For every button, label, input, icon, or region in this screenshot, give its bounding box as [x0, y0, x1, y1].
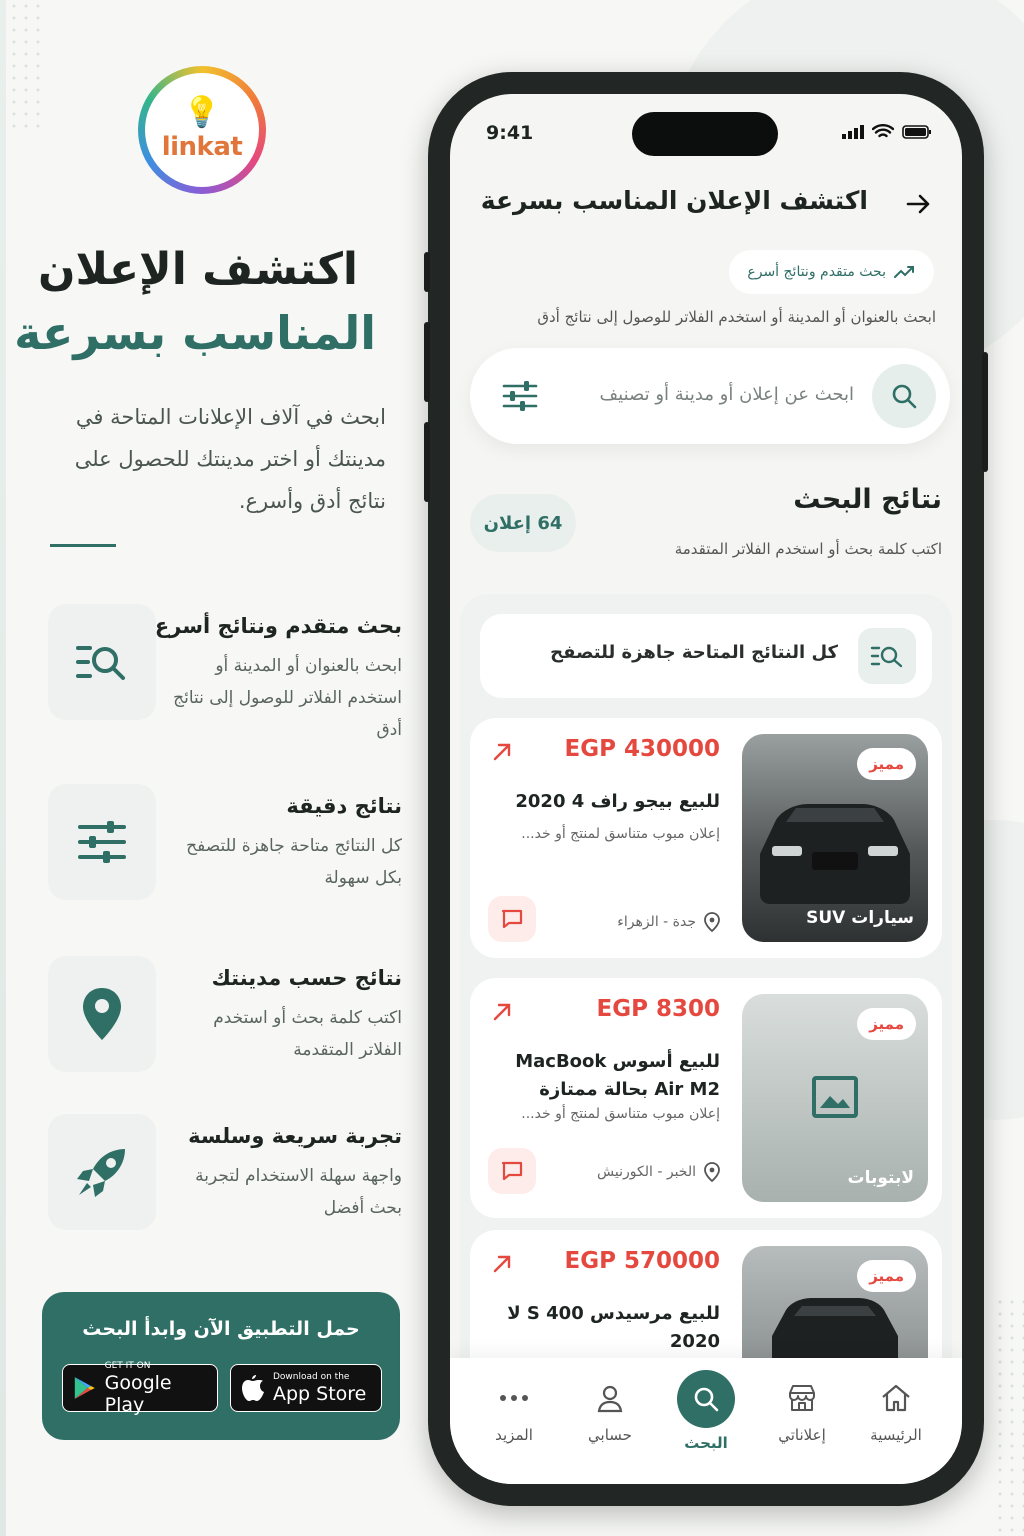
hero-title-line1: اكتشف الإعلان: [38, 244, 358, 295]
phone-button: [424, 422, 430, 502]
feature-desc: اكتب كلمة بحث أو استخدم الفلاتر المتقدمة: [213, 1008, 402, 1060]
search-input[interactable]: ابحث عن إعلان أو مدينة أو تصنيف: [599, 384, 854, 405]
brand-logo: [138, 66, 266, 194]
tab-home[interactable]: [850, 1378, 942, 1444]
feature-desc: ابحث بالعنوان أو المدينة أو استخدم الفلاتر للوصول إلى نتائج أدق: [173, 656, 402, 740]
signal-icon: [842, 125, 864, 139]
feature-accurate-results: [48, 784, 408, 904]
listing-image: [742, 994, 928, 1202]
listing-description: إعلان مبوب متناسق لمنتج أو خد...: [521, 1106, 720, 1122]
google-play-small: GET IT ON: [104, 1360, 151, 1371]
search-icon: [890, 382, 918, 410]
dynamic-island: [632, 112, 778, 156]
download-title: حمل التطبيق الآن وابدأ البحث: [82, 1318, 360, 1340]
results-info-text: كل النتائج المتاحة جاهزة للتصفح: [550, 642, 838, 663]
chat-icon: [500, 1160, 524, 1182]
download-panel: [42, 1292, 400, 1440]
google-play-label: Google Play: [104, 1371, 172, 1416]
open-listing-icon[interactable]: [490, 1252, 514, 1276]
search-bar[interactable]: [470, 348, 950, 444]
chat-button[interactable]: [488, 896, 536, 942]
listing-card[interactable]: [470, 978, 942, 1218]
search-list-icon: [48, 604, 156, 720]
search-helper-text: ابحث بالعنوان أو المدينة أو استخدم الفلاتر للوصول إلى نتائج أدق: [537, 308, 936, 326]
results-subtitle: اكتب كلمة بحث أو استخدم الفلاتر المتقدمة: [674, 540, 942, 558]
results-title: نتائج البحث: [793, 484, 942, 515]
listing-price: EGP 430000: [564, 736, 720, 762]
listing-image: [742, 734, 928, 942]
phone-button: [424, 322, 430, 402]
search-list-icon: [858, 628, 916, 684]
store-icon: [786, 1383, 818, 1413]
chat-button[interactable]: [488, 1148, 536, 1194]
lightbulb-icon: 💡: [183, 95, 221, 130]
hero-title-line2: المناسب بسرعة: [14, 306, 376, 360]
trending-icon: [894, 264, 916, 280]
tab-label: إعلاناتي: [778, 1426, 826, 1444]
rocket-icon: [48, 1114, 156, 1230]
results-info-card: [480, 614, 932, 698]
back-arrow-icon[interactable]: [904, 190, 932, 218]
apple-icon: [241, 1374, 265, 1402]
featured-badge: مميز: [857, 748, 916, 780]
feature-title: نتائج دقيقة: [286, 794, 402, 818]
more-icon: [499, 1393, 529, 1403]
tab-my-ads[interactable]: [756, 1378, 848, 1444]
listing-title: للبيع مرسيدس S 400 لا 2020: [507, 1303, 720, 1352]
feature-title: بحث متقدم ونتائج أسرع: [154, 614, 402, 638]
featured-badge: مميز: [857, 1260, 916, 1292]
listing-description: إعلان مبوب متناسق لمنتج أو خد...: [521, 826, 720, 842]
decorative-dots: [994, 1296, 1024, 1536]
sliders-icon: [48, 784, 156, 900]
listing-location-text: الخبر - الكورنيش: [597, 1164, 696, 1180]
advanced-search-chip[interactable]: [729, 250, 934, 294]
feature-desc: كل النتائج متاحة جاهزة للتصفح بكل سهولة: [186, 836, 402, 888]
divider: [50, 544, 116, 547]
status-icons: [842, 124, 932, 140]
listing-location-text: جدة - الزهراء: [617, 914, 696, 930]
listing-location: [617, 912, 720, 932]
hero-intro: ابحث في آلاف الإعلانات المتاحة في مدينتك أو اختر مدينتك للحصول على نتائج أدق وأسرع.: [74, 405, 386, 513]
listing-price: EGP 570000: [564, 1248, 720, 1274]
tab-label: الرئيسية: [870, 1426, 922, 1444]
feature-title: نتائج حسب مدينتك: [211, 966, 402, 990]
feature-advanced-search: [48, 604, 408, 740]
phone-button: [424, 252, 430, 292]
tab-more[interactable]: [468, 1378, 560, 1444]
logo-text: linkat: [161, 132, 243, 162]
listing-price: EGP 8300: [596, 996, 720, 1022]
bottom-tab-bar: [450, 1358, 962, 1484]
results-count-badge: 64 إعلان: [470, 494, 576, 552]
filter-icon[interactable]: [500, 378, 540, 414]
advanced-search-label: بحث متقدم ونتائج أسرع: [747, 264, 886, 280]
app-store-button[interactable]: [230, 1364, 382, 1412]
tab-label: حسابي: [588, 1426, 632, 1444]
location-pin-icon: [704, 1162, 720, 1182]
listing-location: [597, 1162, 720, 1182]
map-pin-icon: [48, 956, 156, 1072]
header-title: اكتشف الإعلان المناسب بسرعة: [480, 186, 868, 215]
status-time: 9:41: [486, 122, 534, 144]
wifi-icon: [872, 124, 894, 140]
listing-title: للبيع أسوس MacBook Air M2 بحالة ممتازة: [515, 1051, 720, 1100]
image-placeholder-icon: [812, 1076, 858, 1118]
tab-search[interactable]: [660, 1378, 752, 1452]
phone-screen: [450, 94, 962, 1484]
feature-fast-experience: [48, 1114, 408, 1234]
user-icon: [595, 1383, 625, 1413]
listing-category: سيارات SUV: [806, 908, 914, 928]
chat-icon: [500, 908, 524, 930]
phone-mockup: [428, 72, 984, 1506]
search-icon: [692, 1385, 720, 1413]
listing-title: للبيع بيجو راف 4 2020: [515, 791, 720, 812]
battery-icon: [902, 125, 932, 139]
home-icon: [880, 1383, 912, 1413]
tab-label: البحث: [684, 1434, 728, 1452]
app-store-small: Download on the: [273, 1371, 350, 1382]
feature-city-results: [48, 956, 408, 1076]
phone-button: [982, 352, 988, 472]
open-listing-icon[interactable]: [490, 740, 514, 764]
tab-label: المزيد: [495, 1426, 533, 1444]
featured-badge: مميز: [857, 1008, 916, 1040]
search-button[interactable]: [872, 364, 936, 428]
location-pin-icon: [704, 912, 720, 932]
app-store-label: App Store: [273, 1382, 367, 1405]
google-play-icon: [73, 1374, 97, 1402]
listing-card[interactable]: [470, 718, 942, 958]
google-play-button[interactable]: [62, 1360, 218, 1416]
results-list: [460, 594, 952, 1484]
listing-category: لابتوبات: [847, 1168, 914, 1188]
open-listing-icon[interactable]: [490, 1000, 514, 1024]
feature-desc: واجهة سهلة الاستخدام لتجربة بحث أفضل: [195, 1166, 402, 1218]
feature-title: تجربة سريعة وسلسة: [188, 1124, 402, 1148]
tab-account[interactable]: [564, 1378, 656, 1444]
